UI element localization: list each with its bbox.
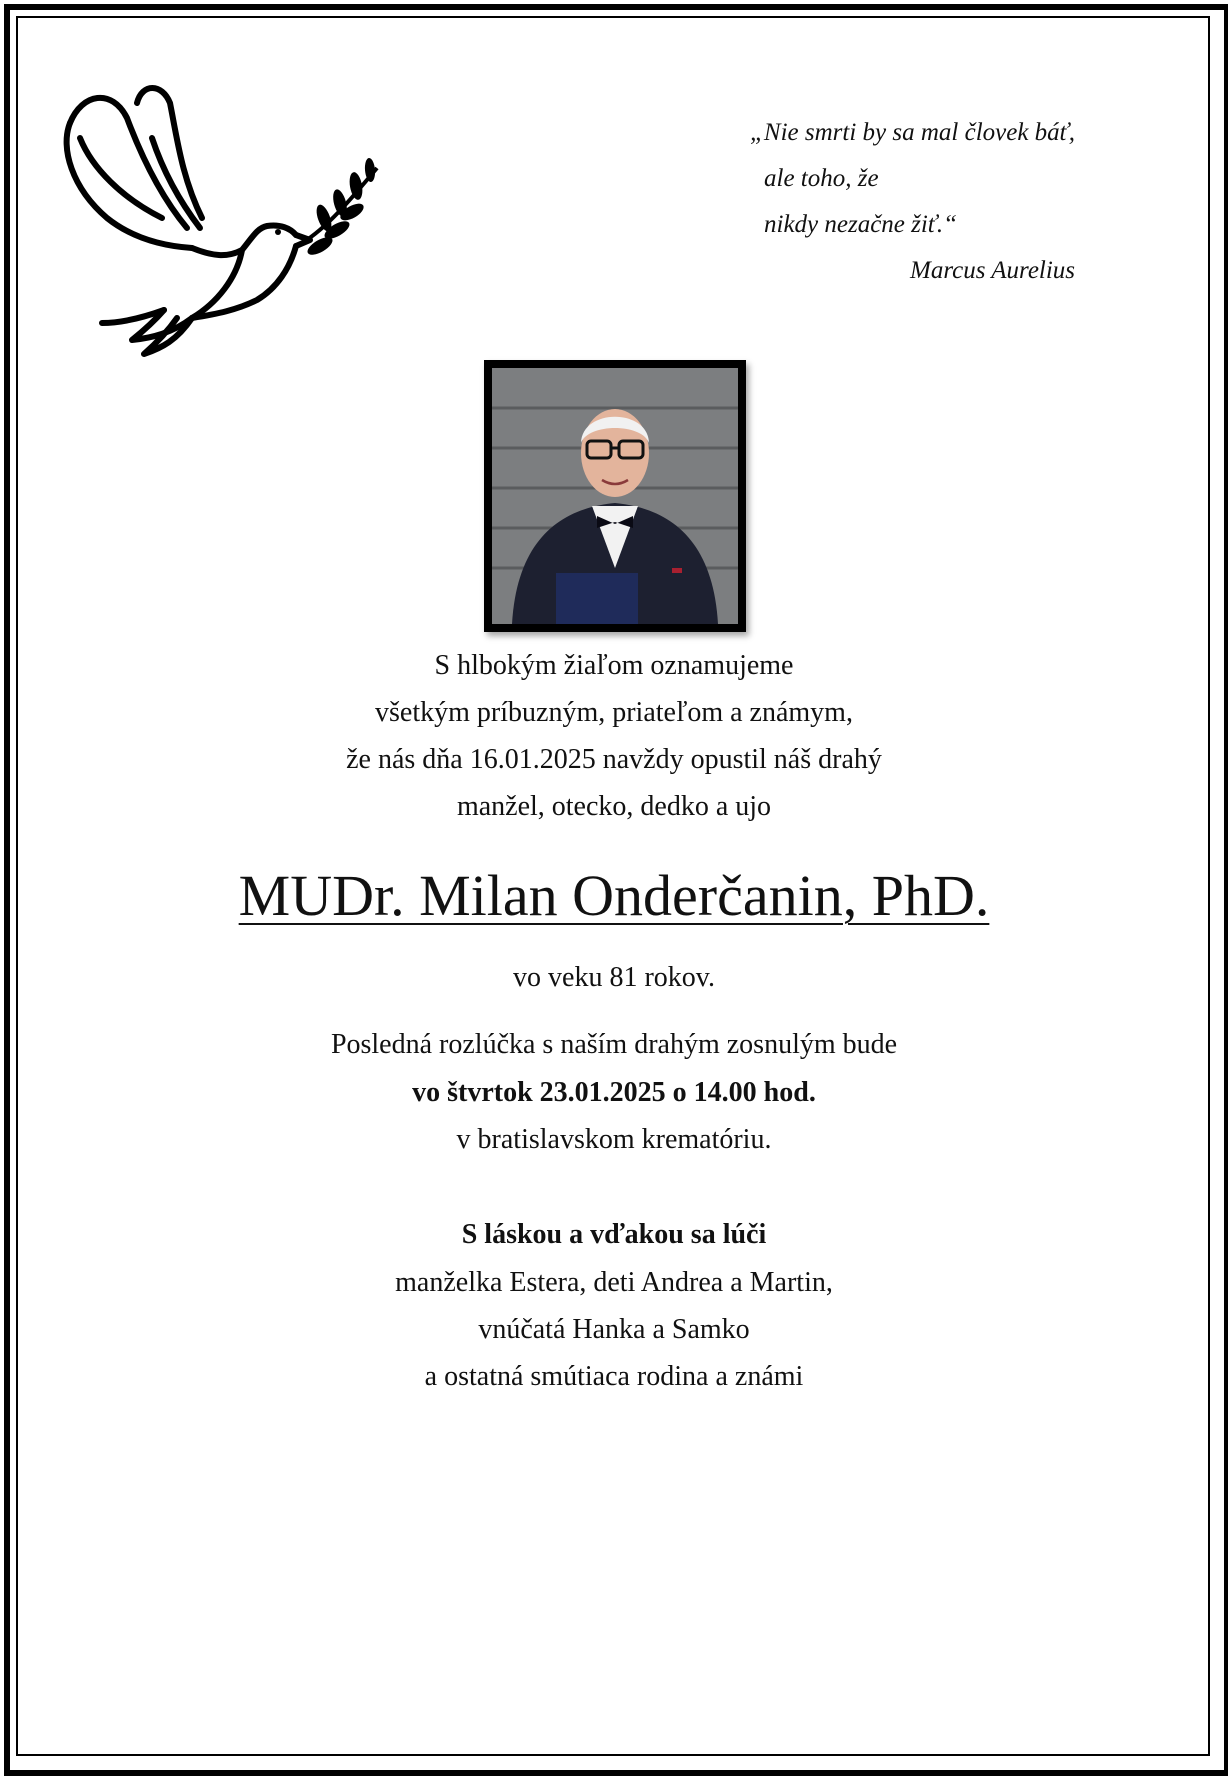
announcement-line: že nás dňa 16.01.2025 navždy opustil náš drahý	[346, 744, 882, 775]
farewell-line: vnúčatá Hanka a Samko	[478, 1314, 750, 1345]
quote-line: ale toho, že	[764, 165, 879, 192]
quote-block	[750, 110, 1075, 294]
farewell-line: manželka Estera, deti Andrea a Martin,	[395, 1267, 833, 1298]
portrait-photo	[484, 360, 746, 632]
deceased-name: MUDr. Milan Onderčanin, PhD.	[238, 863, 990, 928]
age-line: vo veku 81 rokov.	[513, 962, 715, 993]
dove-with-olive-branch-icon	[52, 78, 382, 388]
quote-line: „Nie smrti by sa mal človek báť,	[750, 119, 1076, 146]
announcement-line: manžel, otecko, dedko a ujo	[456, 791, 772, 822]
farewell-heading: S láskou a vďakou sa lúči	[461, 1219, 767, 1250]
funeral-intro: Posledná rozlúčka s naším drahým zosnulým bude	[330, 1029, 898, 1060]
announcement-line: všetkým príbuzným, priateľom a známym,	[375, 697, 853, 728]
farewell-line: a ostatná smútiaca rodina a známi	[424, 1361, 804, 1392]
quote-line: nikdy nezačne žiť.“	[764, 211, 958, 238]
quote-author: Marcus Aurelius	[910, 257, 1076, 284]
funeral-place: v bratislavskom krematóriu.	[456, 1124, 772, 1155]
announcement-line: S hlbokým žiaľom oznamujeme	[434, 650, 794, 681]
funeral-datetime: vo štvrtok 23.01.2025 o 14.00 hod.	[412, 1077, 816, 1108]
